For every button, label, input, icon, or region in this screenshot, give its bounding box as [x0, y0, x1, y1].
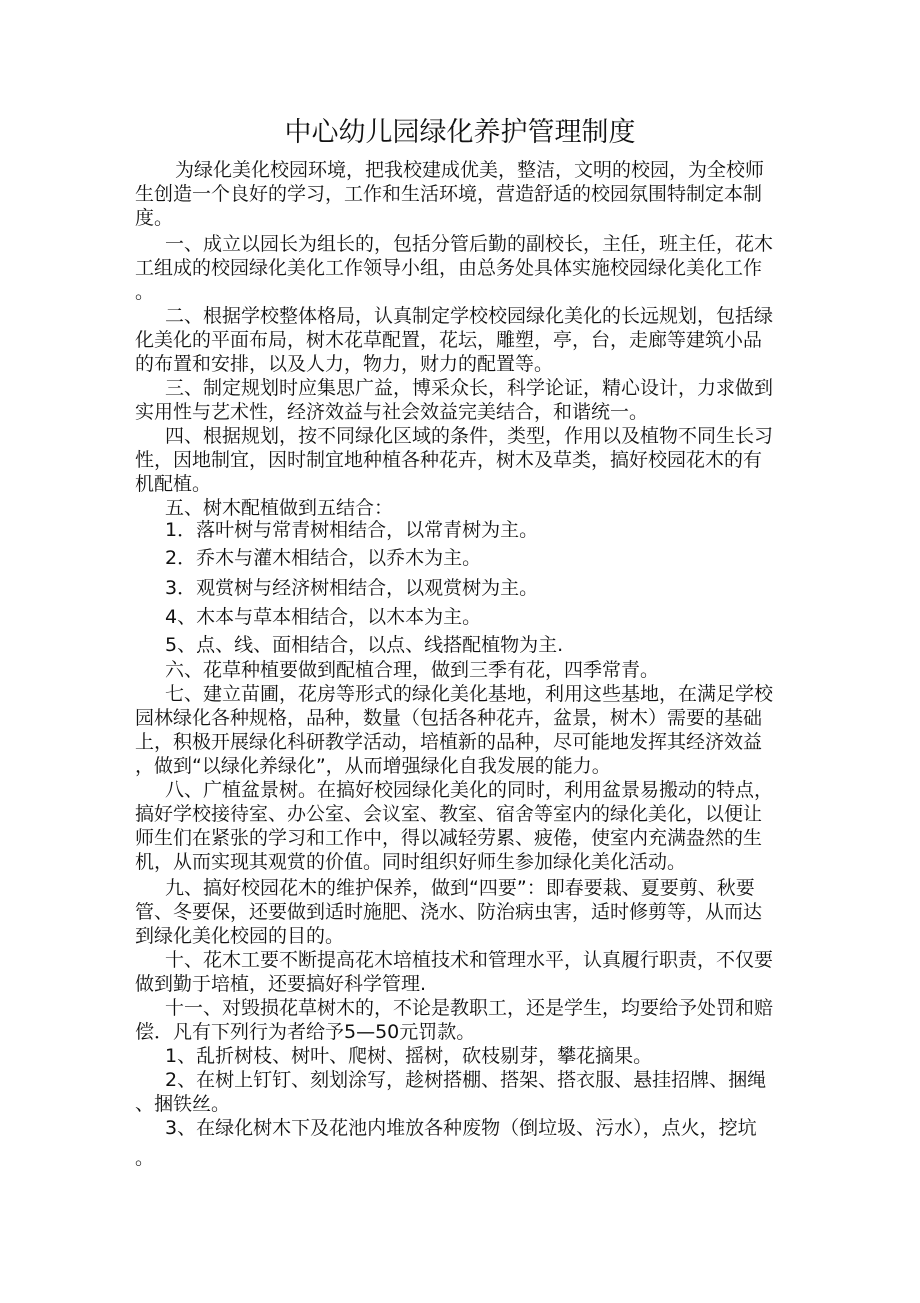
text-line: 工组成的校园绿化美化工作领导小组，由总务处具体实施校园绿化美化工作: [135, 257, 763, 279]
text-line: 一、成立以园长为组长的，包括分管后勤的副校长，主任，班主任，花木: [165, 233, 774, 255]
list-item: 5、点、线、面相结合，以点、线搭配植物为主.: [165, 634, 564, 656]
paragraph-5: 五、树木配植做到五结合：: [165, 497, 394, 519]
paragraph-6: 六、花草种植要做到配植合理，做到三季有花，四季常青。: [165, 659, 660, 681]
text-line: 十、花木工要不断提高花木培植技术和管理水平，认真履行职责，不仅要: [165, 949, 774, 971]
text-line: 3、在绿化树木下及花池内堆放各种废物（倒垃圾、污水），点火，挖坑: [165, 1117, 757, 1139]
text-line: 、捆铁丝。: [135, 1093, 231, 1115]
list-item: 1．落叶树与常青树相结合，以常青树为主。: [165, 519, 539, 541]
text-line: 实用性与艺术性，经济效益与社会效益完美结合，和谐统一。: [135, 401, 649, 423]
text-line: 机，从而实现其观赏的价值。同时组织好师生参加绿化美化活动。: [135, 851, 687, 873]
text-line: 上，积极开展绿化科研教学活动，培植新的品种，尽可能地发挥其经济效益: [135, 731, 763, 753]
text-line: 搞好学校接待室、办公室、会议室、教室、宿舍等室内的绿化美化，以便让: [135, 803, 763, 825]
text-line: ，做到“以绿化养绿化”，从而增强绿化自我发展的能力。: [135, 755, 611, 777]
text-line: 园林绿化各种规格，品种，数量（包括各种花卉，盆景，树木）需要的基础: [135, 707, 763, 729]
text-line: 为绿化美化校园环境，把我校建成优美，整洁，文明的校园，为全校师: [175, 159, 765, 181]
text-line: 十一、对毁损花草树木的，不论是教职工，还是学生，均要给予处罚和赔: [165, 997, 774, 1019]
document-title: 中心幼儿园绿化养护管理制度: [284, 117, 636, 148]
list-item: 4、木本与草本相结合，以木本为主。: [165, 606, 482, 628]
text-line: 化美化的平面布局，树木花草配置，花坛，雕塑，亭，台，走廊等建筑小品: [135, 329, 763, 351]
text-line: 三、制定规划时应集思广益，博采众长，科学论证，精心设计，力求做到: [165, 377, 774, 399]
text-line: 做到勤于培植，还要搞好科学管理.: [135, 973, 427, 995]
text-line: 性，因地制宜，因时制宜地种植各种花卉，树木及草类，搞好校园花木的有: [135, 449, 763, 471]
text-line: 四、根据规划，按不同绿化区域的条件，类型，作用以及植物不同生长习: [165, 425, 774, 447]
text-line: 的布置和安排，以及人力，物力，财力的配置等。: [135, 353, 554, 375]
text-line: 偿．凡有下列行为者给予5—50元罚款。: [135, 1021, 476, 1043]
text-line: 七、建立苗圃，花房等形式的绿化美化基地，利用这些基地，在满足学校: [165, 683, 774, 705]
text-line: 机配植。: [135, 473, 212, 495]
text-line: 。: [135, 281, 155, 303]
text-line: 管、冬要保，还要做到适时施肥、浇水、防治病虫害，适时修剪等，从而达: [135, 901, 763, 923]
text-line: 师生们在紧张的学习和工作中，得以减轻劳累、疲倦，使室内充满盎然的生: [135, 827, 763, 849]
text-line: 二、根据学校整体格局，认真制定学校校园绿化美化的长远规划，包括绿: [165, 305, 774, 327]
text-line: 度。: [135, 207, 174, 229]
list-item: 2．乔木与灌木相结合，以乔木为主。: [165, 547, 482, 569]
text-line: 到绿化美化校园的目的。: [135, 925, 345, 947]
list-item: 1、乱折树枝、树叶、爬树、摇树，砍枝剔芽，攀花摘果。: [165, 1045, 653, 1067]
list-item: 3．观赏树与经济树相结合，以观赏树为主。: [165, 577, 539, 599]
text-line: 生创造一个良好的学习，工作和生活环境，营造舒适的校园氛围特制定本制: [135, 183, 763, 205]
text-line: 九、搞好校园花木的维护保养，做到“四要”：即春要栽、夏要剪、秋要: [165, 877, 755, 899]
text-line: 。: [135, 1147, 155, 1169]
text-line: 2、在树上钉钉、刻划涂写，趁树搭棚、搭架、搭衣服、悬挂招牌、捆绳: [165, 1069, 767, 1091]
text-line: 八、广植盆景树。在搞好校园绿化美化的同时，利用盆景易搬动的特点，: [165, 779, 774, 801]
